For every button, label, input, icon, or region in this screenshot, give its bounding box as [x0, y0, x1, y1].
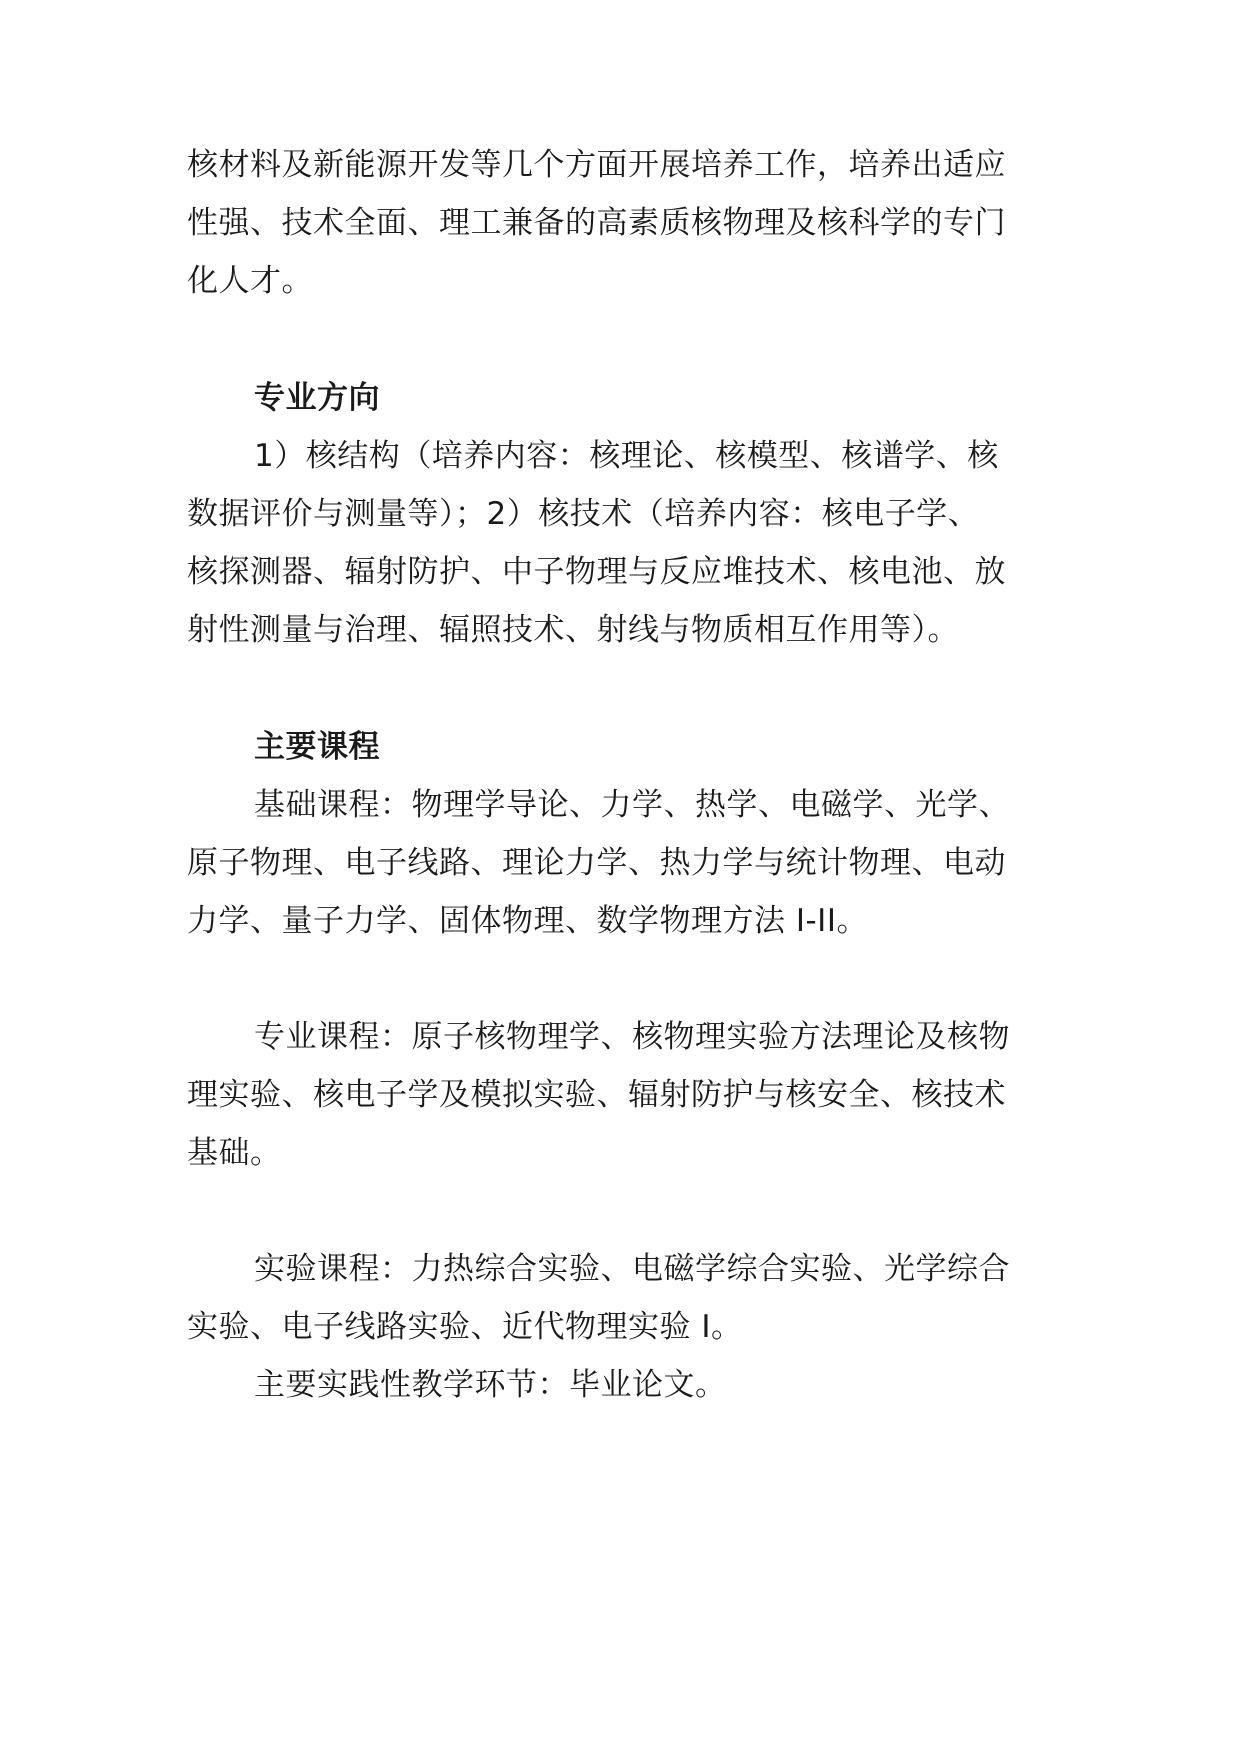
intro-line-3: 化人才。 [187, 263, 313, 299]
intro-line-1: 核材料及新能源开发等几个方面开展培养工作，培养出适应 [187, 147, 1006, 183]
section-heading-courses: 主要课程 [254, 729, 380, 765]
lab-courses-line-2: 实验、电子线路实验、近代物理实验 I。 [187, 1309, 743, 1345]
major-courses-line-1: 专业课程：原子核物理学、核物理实验方法理论及核物 [254, 1019, 1010, 1055]
basic-courses-line-2: 原子物理、电子线路、理论力学、热力学与统计物理、电动 [187, 845, 1006, 881]
lab-courses-line-1: 实验课程：力热综合实验、电磁学综合实验、光学综合 [254, 1251, 1010, 1287]
major-courses-line-2: 理实验、核电子学及模拟实验、辐射防护与核安全、核技术 [187, 1077, 1006, 1113]
direction-line-2: 数据评价与测量等）；2）核技术（培养内容：核电子学、 [187, 496, 980, 532]
section-heading-direction: 专业方向 [254, 380, 380, 416]
intro-line-2: 性强、技术全面、理工兼备的高素质核物理及核科学的专门 [187, 205, 1006, 241]
basic-courses-line-1: 基础课程：物理学导论、力学、热学、电磁学、光学、 [254, 787, 1010, 823]
direction-line-1: 1）核结构（培养内容：核理论、核模型、核谱学、核 [254, 438, 999, 474]
practice-line: 主要实践性教学环节：毕业论文。 [254, 1367, 727, 1403]
direction-line-4: 射性测量与治理、辐照技术、射线与物质相互作用等）。 [187, 612, 959, 648]
basic-courses-line-3: 力学、量子力学、固体物理、数学物理方法 I-II。 [187, 903, 868, 939]
direction-line-3: 核探测器、辐射防护、中子物理与反应堆技术、核电池、放 [187, 554, 1006, 590]
major-courses-line-3: 基础。 [187, 1135, 282, 1171]
